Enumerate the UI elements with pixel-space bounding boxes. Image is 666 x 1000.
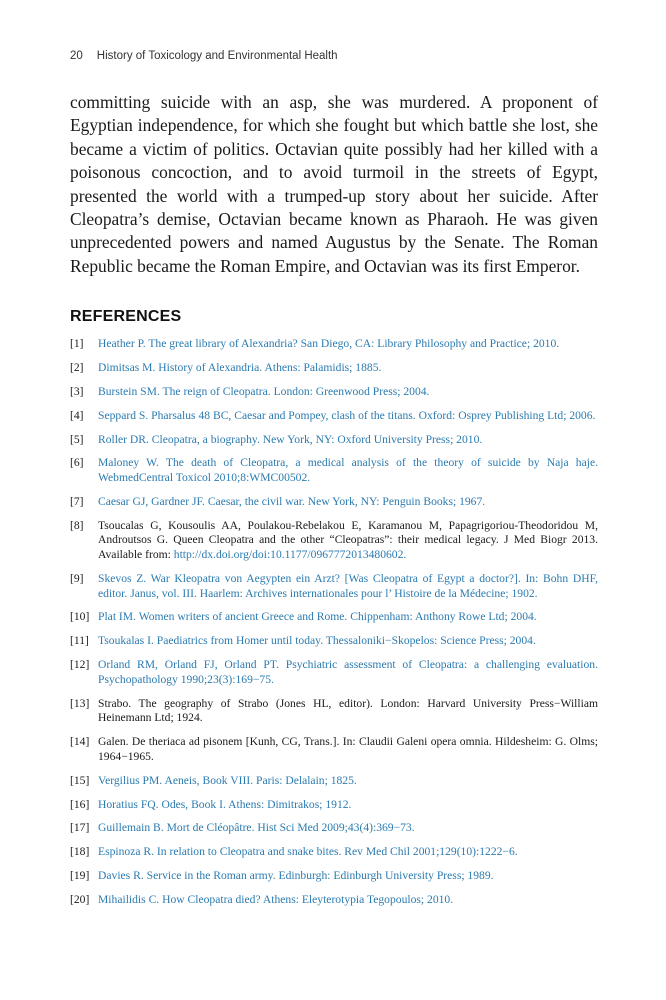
reference-text[interactable]: Seppard S. Pharsalus 48 BC, Caesar and Pompey, clash of the titans. Oxford: Osprey Publishing Ltd; 2006.	[98, 408, 596, 422]
reference-item-20[interactable]	[70, 893, 598, 908]
reference-number: [9]	[70, 571, 84, 585]
reference-item-11[interactable]	[70, 634, 598, 649]
reference-item-17[interactable]	[70, 821, 598, 836]
reference-text[interactable]: Davies R. Service in the Roman army. Edinburgh: Edinburgh University Press; 1989.	[98, 869, 494, 883]
reference-item-8	[70, 519, 598, 563]
body-paragraph: committing suicide with an asp, she was murdered. A proponent of Egyptian independence, for which she fought but which battle she lost, she became a victim of politics. Octavian quite possibly had her killed with a poisonous concoction, and to avoid turmoil in the streets of Egypt, presented the world with a trumped-up story about her suicide. After Cleopatra’s demise, Octavian became known as Pharaoh. He was given unprecedented powers and named Augustus by the Senate. The Roman Republic became the Roman Empire, and Octavian was its first Emperor.	[70, 92, 598, 276]
reference-text[interactable]: Skevos Z. War Kleopatra von Aegypten ein Arzt? [Was Cleopatra of Egypt a doctor?]. In: Bohn DHF, editor. Janus, vol. III. Haarlem: Archives internationales pour l’ Histoire de la Médecine; 1902.	[98, 571, 598, 600]
reference-item-15[interactable]	[70, 774, 598, 789]
reference-item-7[interactable]	[70, 495, 598, 510]
reference-number: [4]	[70, 408, 84, 422]
reference-item-1[interactable]	[70, 337, 598, 352]
book-title: History of Toxicology and Environmental Health	[96, 50, 338, 62]
reference-number: [13]	[70, 696, 90, 710]
reference-text[interactable]: Vergilius PM. Aeneis, Book VIII. Paris: Delalain; 1825.	[98, 773, 357, 787]
references-heading: REFERENCES	[70, 308, 182, 325]
reference-text[interactable]: Mihailidis C. How Cleopatra died? Athens: Eleyterotypia Tegopoulos; 2010.	[98, 893, 454, 907]
reference-number: [11]	[70, 634, 89, 648]
page-number: 20	[70, 50, 83, 62]
reference-item-12[interactable]	[70, 658, 598, 687]
reference-number: [18]	[70, 845, 90, 859]
reference-text[interactable]: Tsoukalas I. Paediatrics from Homer until today. Thessaloniki−Skopelos: Science Press; 2004.	[98, 634, 536, 648]
reference-item-19[interactable]	[70, 869, 598, 884]
reference-text[interactable]: Heather P. The great library of Alexandria? San Diego, CA: Library Philosophy and Practice; 2010.	[98, 337, 560, 350]
reference-number: [10]	[70, 610, 90, 624]
reference-item-5[interactable]	[70, 433, 598, 448]
reference-number: [17]	[70, 821, 90, 835]
reference-text[interactable]: Dimitsas M. History of Alexandria. Athens: Palamidis; 1885.	[98, 360, 382, 374]
reference-text[interactable]: Guillemain B. Mort de Cléopâtre. Hist Sci Med 2009;43(4):369−73.	[98, 821, 415, 835]
reference-number: [19]	[70, 869, 90, 883]
reference-number: [14]	[70, 735, 90, 749]
reference-item-2[interactable]	[70, 361, 598, 376]
reference-text[interactable]: Caesar GJ, Gardner JF. Caesar, the civil war. New York, NY: Penguin Books; 1967.	[98, 494, 486, 508]
reference-number: [15]	[70, 773, 90, 787]
doi-link[interactable]: http://dx.doi.org/doi:10.1177/0967772013480602.	[173, 548, 407, 562]
reference-text[interactable]: Horatius FQ. Odes, Book I. Athens: Dimitrakos; 1912.	[98, 797, 352, 811]
reference-item-16[interactable]	[70, 798, 598, 813]
reference-number: [6]	[70, 456, 84, 470]
reference-text: Tsoucalas G, Kousoulis AA, Poulakou-Rebelakou E, Karamanou M, Papagrigoriou-Theodoridou M, Androutsos G. Queen Cleopatra and the other “Cleopatras”: their medical legacy. J Med Biogr 2013. Available from:	[98, 518, 598, 562]
reference-number: [5]	[70, 432, 84, 446]
reference-text[interactable]: Maloney W. The death of Cleopatra, a medical analysis of the theory of suicide by Naja haje. WebmedCentral Toxicol 2010;8:WMC00502.	[98, 456, 598, 485]
reference-number: [8]	[70, 518, 84, 532]
reference-number: [1]	[70, 337, 84, 350]
reference-item-6[interactable]	[70, 456, 598, 485]
reference-number: [12]	[70, 658, 90, 672]
reference-item-9[interactable]	[70, 572, 598, 601]
reference-text[interactable]: Burstein SM. The reign of Cleopatra. London: Greenwood Press; 2004.	[98, 384, 430, 398]
reference-text: Strabo. The geography of Strabo (Jones HL, editor). London: Harvard University Press−William Heinemann Ltd; 1924.	[98, 696, 598, 725]
reference-item-4[interactable]	[70, 409, 598, 424]
reference-text[interactable]: Plat IM. Women writers of ancient Greece and Rome. Chippenham: Anthony Rowe Ltd; 2004.	[98, 610, 537, 624]
reference-number: [2]	[70, 360, 84, 374]
reference-text[interactable]: Roller DR. Cleopatra, a biography. New York, NY: Oxford University Press; 2010.	[98, 432, 483, 446]
reference-text: Galen. De theriaca ad pisonem [Kunh, CG, Trans.]. In: Claudii Galeni opera omnia. Hildesheim: G. Olms; 1964−1965.	[98, 735, 598, 763]
reference-number: [3]	[70, 384, 84, 398]
reference-number: [16]	[70, 797, 90, 811]
reference-item-3[interactable]	[70, 385, 598, 400]
reference-list	[70, 337, 598, 917]
reference-item-13	[70, 697, 598, 726]
reference-item-18[interactable]	[70, 845, 598, 860]
reference-text[interactable]: Orland RM, Orland FJ, Orland PT. Psychiatric assessment of Cleopatra: a challenging evaluation. Psychopathology 1990;23(3):169−75.	[98, 658, 598, 686]
reference-item-14	[70, 735, 598, 764]
reference-number: [20]	[70, 893, 90, 907]
reference-item-10[interactable]	[70, 610, 598, 625]
running-head	[70, 50, 338, 62]
reference-text[interactable]: Espinoza R. In relation to Cleopatra and snake bites. Rev Med Chil 2001;129(10):1222−6.	[98, 845, 518, 859]
reference-number: [7]	[70, 494, 84, 508]
